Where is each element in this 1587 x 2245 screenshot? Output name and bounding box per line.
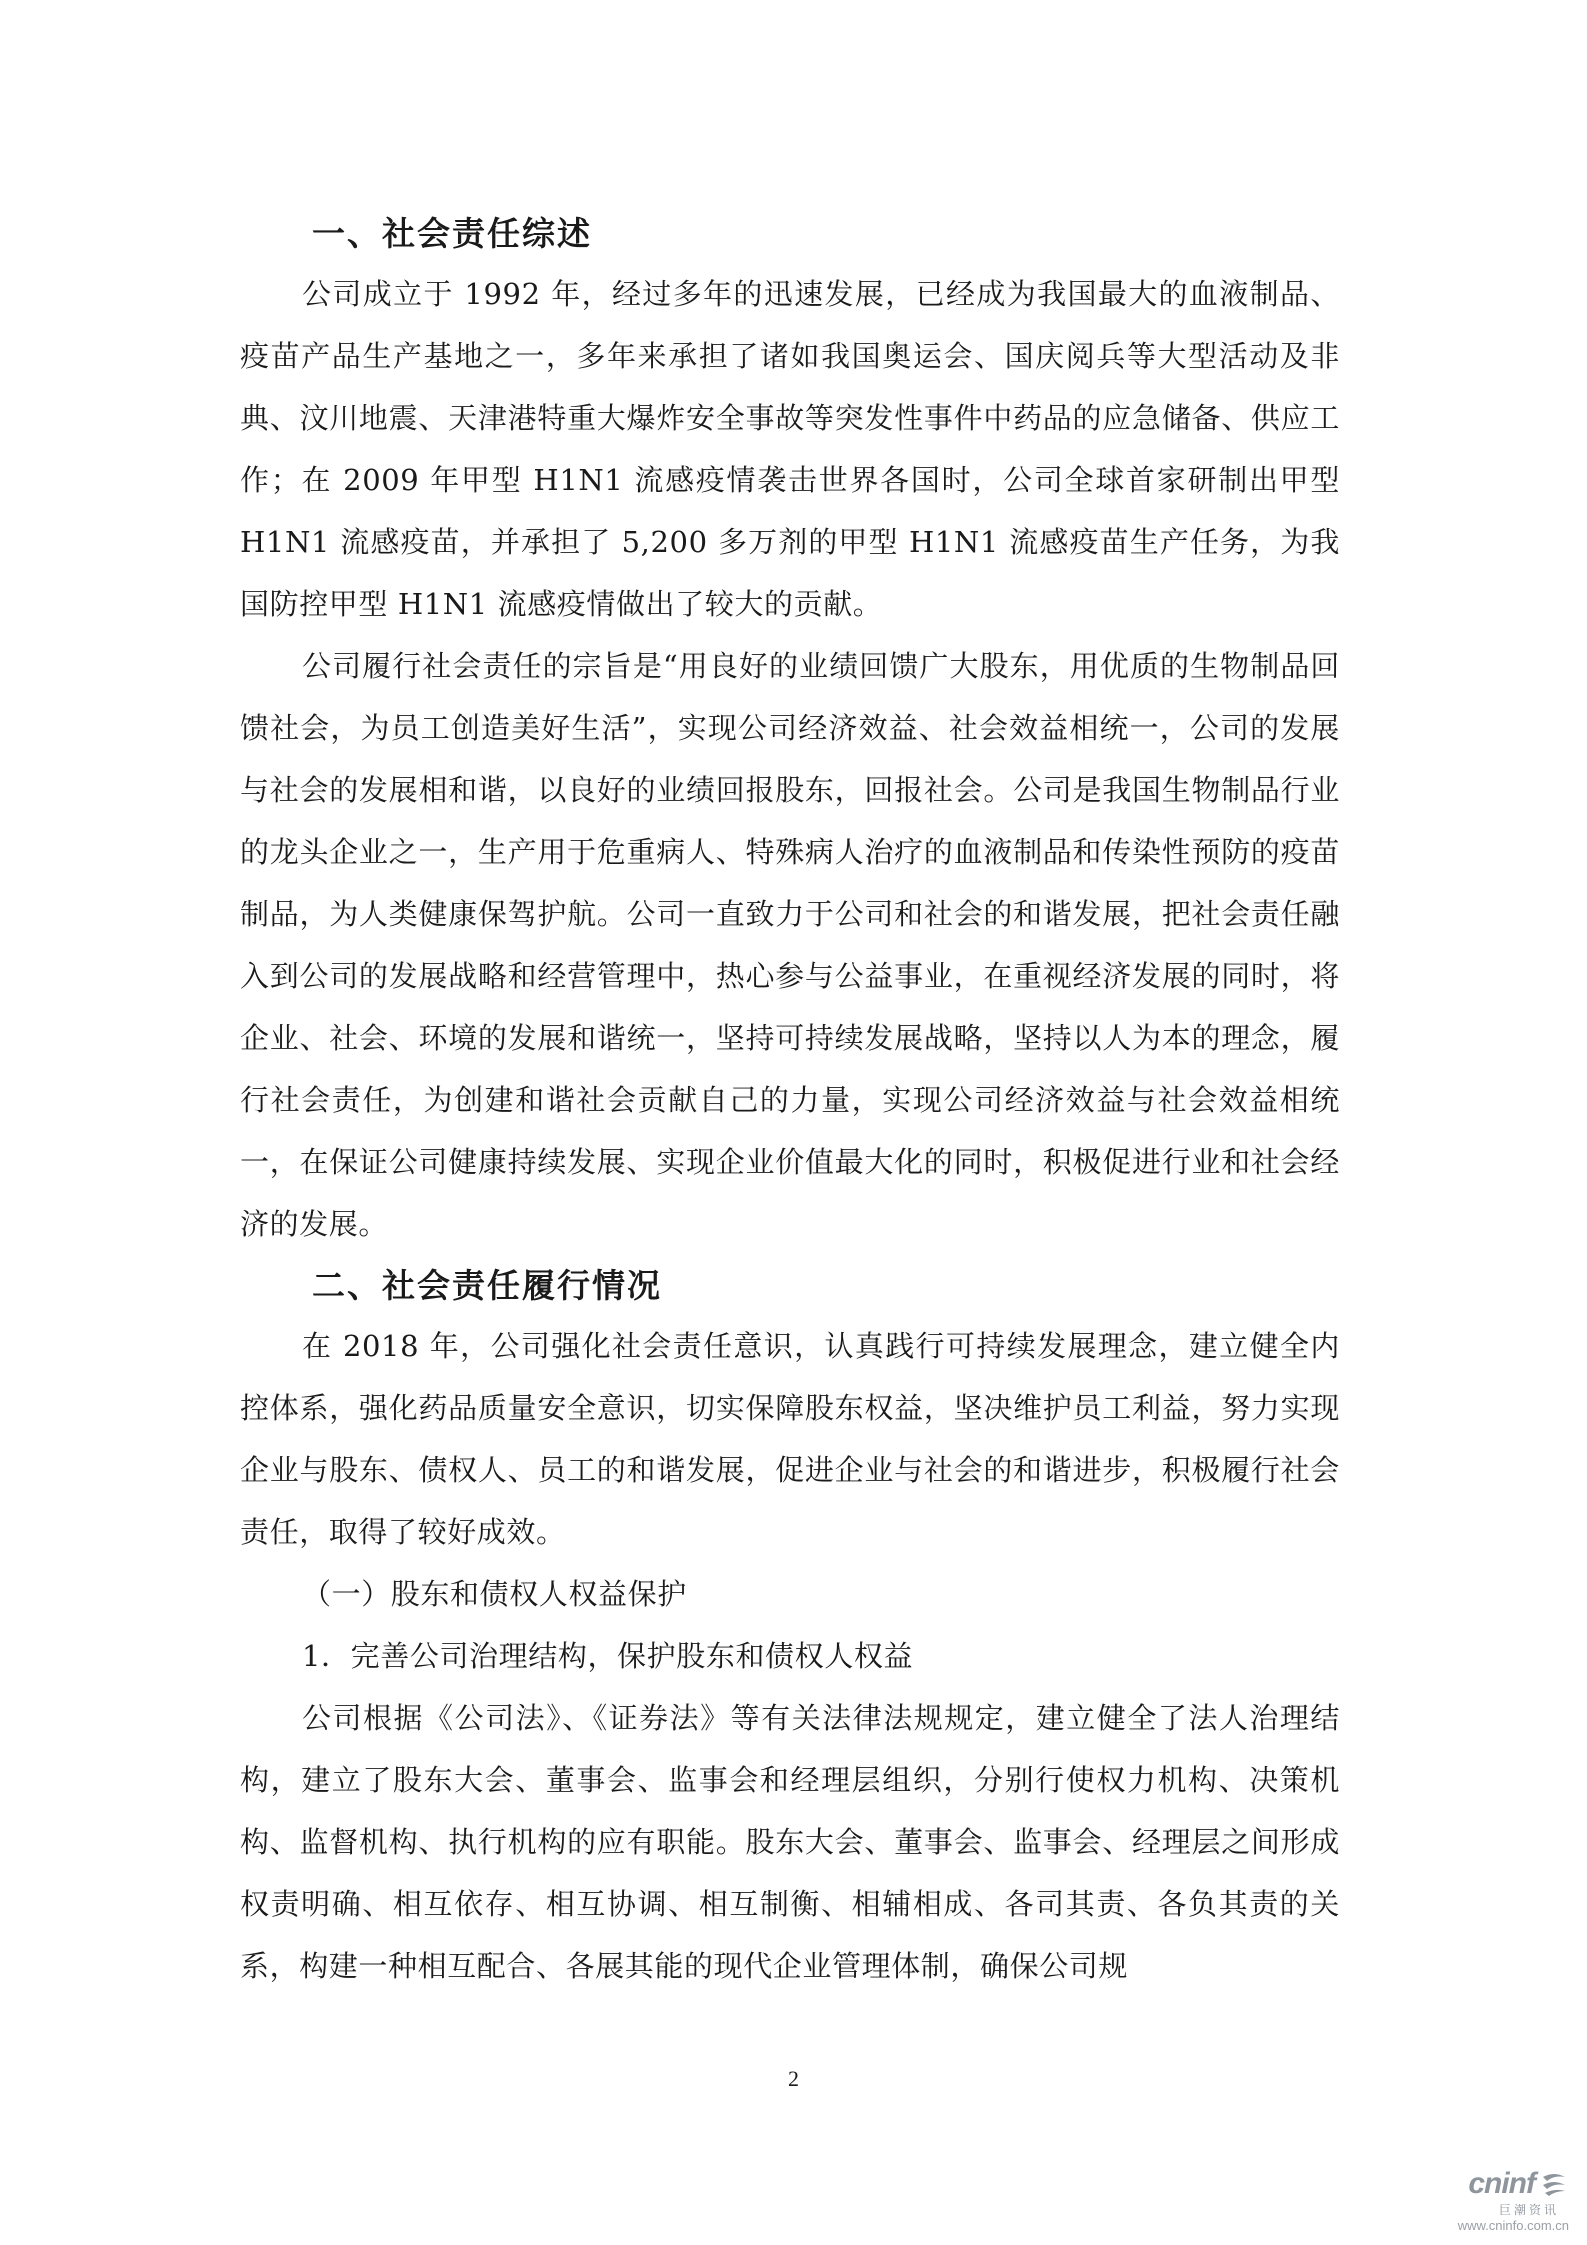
watermark-brand: cninf — [1468, 2167, 1535, 2200]
subsection-heading: （一）股东和债权人权益保护 — [302, 1577, 687, 1611]
page-number: 2 — [788, 2066, 799, 2091]
cninfo-watermark — [1419, 2167, 1569, 2233]
watermark-url: www.cninfo.com.cn — [1457, 2218, 1569, 2233]
paragraph: 公司成立于 1992 年，经过多年的迅速发展，已经成为我国最大的血液制品、疫苗产品生产基地之一，多年来承担了诸如我国奥运会、国庆阅兵等大型活动及非典、汶川地震、天津港特重大爆炸安全事故等突发性事件中药品的应急储备、供应工作；在 2009 年甲型 H1N1 流感疫情袭击世界各国时，公司全球首家研制出甲型 H1N1 流感疫苗，并承担了 5,200 多万剂的甲型 H1N1 流感疫苗生产任务，为我国防控甲型 H1N1 流感疫情做出了较大的贡献。 — [240, 277, 1340, 621]
cninfo-logo-icon — [1539, 2171, 1569, 2197]
section-heading: 一、社会责任综述 — [312, 214, 592, 253]
page-content — [240, 205, 1340, 1997]
paragraph: 公司根据《公司法》、《证券法》等有关法律法规规定，建立健全了法人治理结构，建立了股东大会、董事会、监事会和经理层组织，分别行使权力机构、决策机构、监督机构、执行机构的应有职能。股东大会、董事会、监事会、经理层之间形成权责明确、相互依存、相互协调、相互制衡、相辅相成、各司其责、各负其责的关系，构建一种相互配合、各展其能的现代企业管理体制，确保公司规 — [240, 1701, 1340, 1983]
paragraph: 公司履行社会责任的宗旨是“用良好的业绩回馈广大股东，用优质的生物制品回馈社会，为员工创造美好生活”，实现公司经济效益、社会效益相统一，公司的发展与社会的发展相和谐，以良好的业绩回报股东，回报社会。公司是我国生物制品行业的龙头企业之一，生产用于危重病人、特殊病人治疗的血液制品和传染性预防的疫苗制品，为人类健康保驾护航。公司一直致力于公司和社会的和谐发展，把社会责任融入到公司的发展战略和经营管理中，热心参与公益事业，在重视经济发展的同时，将企业、社会、环境的发展和谐统一，坚持可持续发展战略，坚持以人为本的理念，履行社会责任，为创建和谐社会贡献自己的力量，实现公司经济效益与社会效益相统一，在保证公司健康持续发展、实现企业价值最大化的同时，积极促进行业和社会经济的发展。 — [240, 649, 1340, 1241]
watermark-brand-cn: 巨潮资讯 — [1498, 2203, 1559, 2217]
paragraph: 在 2018 年，公司强化社会责任意识，认真践行可持续发展理念，建立健全内控体系，强化药品质量安全意识，切实保障股东权益，坚决维护员工利益，努力实现企业与股东、债权人、员工的和谐发展，促进企业与社会的和谐进步，积极履行社会责任，取得了较好成效。 — [240, 1329, 1340, 1549]
item-title: 1．完善公司治理结构，保护股东和债权人权益 — [302, 1639, 914, 1673]
section-heading: 二、社会责任履行情况 — [312, 1266, 662, 1305]
